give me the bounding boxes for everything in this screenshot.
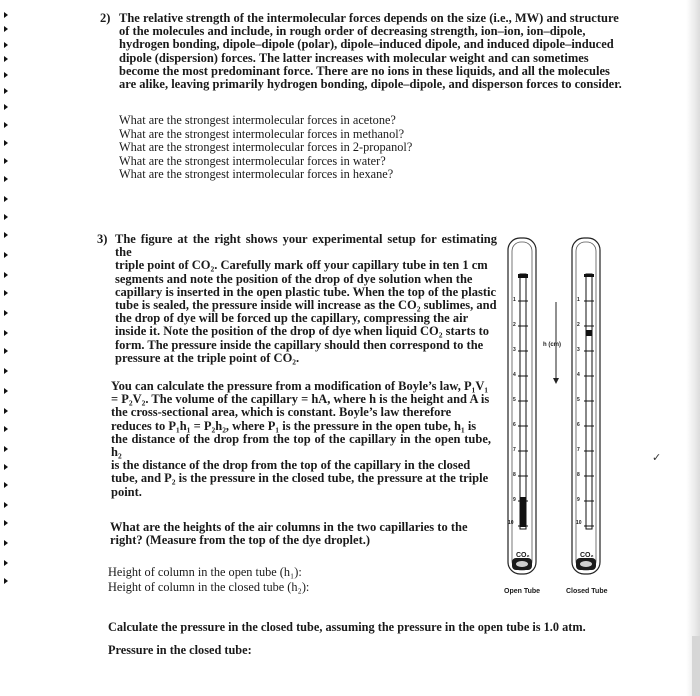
boyle-line: tube, and P₂ is the pressure in the closed tube, the pressure at the triple [111, 471, 489, 486]
left-margin-bullet-marks [0, 0, 12, 696]
margin-bullet-mark [4, 520, 8, 526]
open-tube-ten-label: 10 [508, 520, 514, 526]
margin-bullet-mark [4, 388, 8, 394]
margin-bullet-mark [4, 88, 8, 94]
capillary-scale-number: 2 [577, 322, 580, 328]
stray-check-mark: ✓ [652, 452, 662, 464]
margin-bullet-mark [4, 72, 8, 78]
margin-bullet-mark [4, 26, 8, 32]
boyle-line: the cross-sectional area, which is constant. Boyle’s law therefore [111, 405, 452, 420]
margin-bullet-mark [4, 426, 8, 432]
closed-tube-label: Closed Tube [566, 588, 608, 595]
margin-bullet-mark [4, 502, 8, 508]
question-3-text [115, 233, 497, 365]
q2-line: The relative strength of the intermolecular forces depends on the size (i.e., MW) and structure [119, 11, 619, 25]
q3-line: inside it. Note the position of the drop of dye when liquid CO₂ starts to [115, 324, 490, 339]
capillary-scale-number: 1 [577, 297, 580, 303]
subquestion-methanol: What are the strongest intermolecular forces in methanol? [119, 126, 405, 141]
q3-line: the drop of dye will be forced up the capillary, compressing the air [115, 311, 469, 326]
boyle-line: = P₂V₂. The volume of the capillary = hA, where h is the height and A is [111, 392, 490, 407]
capillary-scale-number: 5 [577, 397, 580, 403]
calculate-pressure-prompt: Calculate the pressure in the closed tube, assuming the pressure in the open tube is 1.0 atm. [108, 620, 586, 634]
boyles-law-paragraph [111, 380, 491, 499]
margin-bullet-mark [4, 464, 8, 470]
margin-bullet-mark [4, 196, 8, 202]
margin-bullet-mark [4, 214, 8, 220]
subquestion-water: What are the strongest intermolecular forces in water? [119, 153, 386, 168]
q2-line: dipole (dispersion) forces. The latter increases with molecular weight and can sometimes [119, 50, 589, 65]
subquestion-hexane: What are the strongest intermolecular forces in hexane? [119, 167, 394, 182]
closed-tube-ten-label: 10 [576, 520, 582, 526]
q3-line: pressure at the triple point of CO₂. [115, 350, 300, 365]
margin-bullet-mark [4, 272, 8, 278]
margin-bullet-mark [4, 252, 8, 258]
capillary-tubes-figure [500, 232, 620, 602]
margin-bullet-mark [4, 330, 8, 336]
margin-bullet-mark [4, 56, 8, 62]
q3-line: The figure at the right shows your experimental setup for estimating the [115, 232, 497, 260]
subquestion-2-propanol: What are the strongest intermolecular forces in 2-propanol? [119, 140, 413, 155]
margin-bullet-mark [4, 540, 8, 546]
q2-line: hydrogen bonding, dipole–dipole (polar), dipole–induced dipole, and induced dipole–induced [119, 37, 614, 52]
q2-line: become the most predominant force. There are no ions in these liquids, and all the molecules [119, 63, 610, 78]
q2-line: are alike, leaving primarily hydrogen bonding, dipole–dipole, and disperson forces to consider. [119, 77, 622, 92]
margin-bullet-mark [4, 42, 8, 48]
open-tube-label: Open Tube [504, 588, 541, 595]
capillary-scale-number: 4 [513, 372, 516, 378]
q2-line: of the molecules and include, in rough order of decreasing strength, ion–ion, ion–dipole, [119, 24, 586, 39]
question-2-subquestions [119, 114, 539, 182]
heights-question-line: What are the heights of the air columns in the two capillaries to the [110, 520, 468, 534]
margin-bullet-mark [4, 176, 8, 182]
question-2-text [119, 12, 622, 91]
margin-bullet-mark [4, 408, 8, 414]
margin-bullet-mark [4, 578, 8, 584]
capillary-scale-number: 6 [513, 422, 516, 428]
question-3-number: 3) [97, 232, 108, 246]
open-tube-height-label: Height of column in the open tube (h₁): [108, 565, 302, 579]
q3-line: segments and note the position of the drop of dye solution when the [115, 271, 473, 286]
capillary-scale-number: 8 [513, 472, 516, 478]
right-page-shadow [686, 0, 700, 696]
boyle-line: point. [111, 484, 142, 499]
q3-line: triple point of CO₂. Carefully mark off your capillary tube in ten 1 cm [115, 258, 488, 273]
margin-bullet-mark [4, 158, 8, 164]
capillary-scale-number: 3 [577, 347, 580, 353]
capillary-scale-number: 7 [513, 447, 516, 453]
q3-line: tube is sealed, the pressure inside will increase as the CO₂ sublimes, and [115, 298, 497, 313]
h-cm-label: h (cm) [543, 342, 561, 348]
capillary-scale-number: 5 [513, 397, 516, 403]
closed-tube-pressure-label: Pressure in the closed tube: [108, 643, 252, 657]
margin-bullet-mark [4, 140, 8, 146]
boyle-line: the distance of the drop from the top of the capillary in the open tube, h₂ [111, 431, 491, 460]
boyle-line: You can calculate the pressure from a modification of Boyle’s law, P₁V₁ [111, 379, 489, 393]
question-2-number: 2) [100, 11, 111, 25]
boyle-line: reduces to P₁h₁ = P₂h₂, where P₁ is the pressure in the open tube, h₁ is [111, 418, 477, 433]
margin-bullet-mark [4, 290, 8, 296]
margin-bullet-mark [4, 310, 8, 316]
heights-question-line: right? (Measure from the top of the dye droplet.) [110, 533, 371, 548]
closed-tube-co2-label: CO₂ [580, 552, 594, 559]
capillary-scale-number: 9 [513, 497, 516, 503]
capillary-tubes-drawing [500, 232, 620, 602]
boyle-line: is the distance of the drop from the top of the capillary in the closed [111, 458, 471, 473]
margin-bullet-mark [4, 104, 8, 110]
q3-line: capillary is inserted in the open plastic tube. When the top of the plastic [115, 284, 497, 299]
margin-bullet-mark [4, 122, 8, 128]
capillary-scale-number: 6 [577, 422, 580, 428]
margin-bullet-mark [4, 560, 8, 566]
capillary-scale-number: 9 [577, 497, 580, 503]
heights-question [110, 521, 493, 547]
open-tube-co2-label: CO₂ [516, 552, 530, 559]
margin-bullet-mark [4, 12, 8, 18]
subquestion-acetone: What are the strongest intermolecular forces in acetone? [119, 113, 396, 127]
margin-bullet-mark [4, 368, 8, 374]
capillary-scale-number: 1 [513, 297, 516, 303]
margin-bullet-mark [4, 446, 8, 452]
margin-bullet-mark [4, 348, 8, 354]
margin-bullet-mark [4, 232, 8, 238]
capillary-scale-number: 2 [513, 322, 516, 328]
capillary-scale-number: 4 [577, 372, 580, 378]
margin-bullet-mark [4, 482, 8, 488]
q3-line: form. The pressure inside the capillary should then correspond to the [115, 337, 484, 352]
capillary-scale-number: 7 [577, 447, 580, 453]
capillary-scale-number: 8 [577, 472, 580, 478]
closed-tube-height-label: Height of column in the closed tube (h₂): [108, 580, 310, 594]
capillary-scale-number: 3 [513, 347, 516, 353]
